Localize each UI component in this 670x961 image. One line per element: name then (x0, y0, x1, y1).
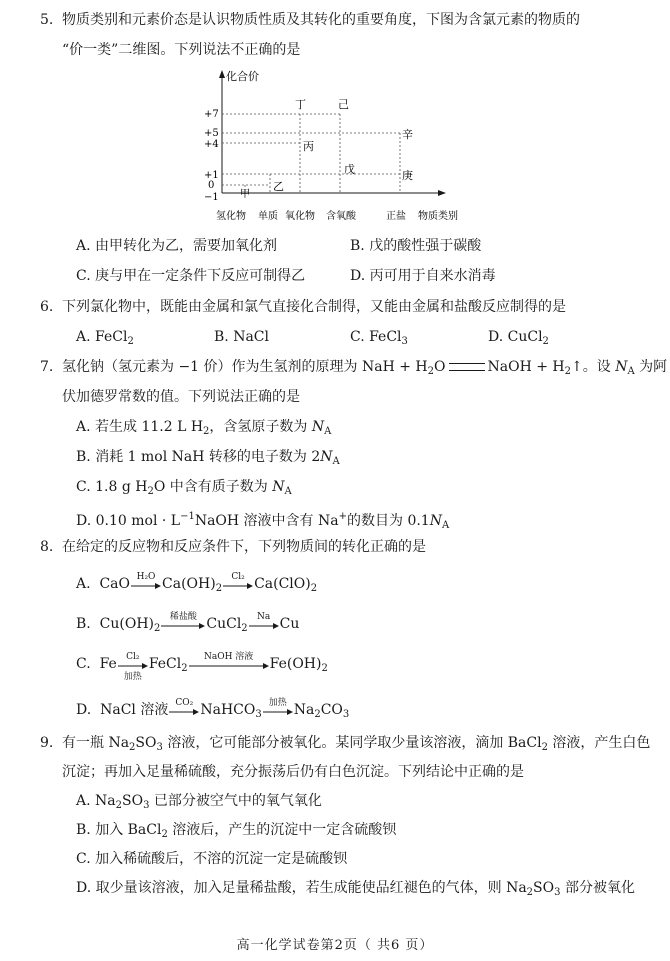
x-tick: 单质 (258, 211, 278, 222)
q5-stem-line1: 5. 物质类别和元素价态是认识物质性质及其转化的重要角度，下图为含氯元素的物质的 (40, 12, 580, 28)
q8-option-d[interactable]: D. NaCl 溶液 CO₂ NaHCO$_3$ 加热 $Na_2CO_3$ (76, 698, 350, 720)
x-tick: 含氧酸 (326, 211, 356, 222)
reaction-arrow-icon: Cl₂ (223, 577, 253, 591)
point-bing: 丙 (303, 140, 314, 153)
equals-sign-icon (449, 363, 485, 371)
q6-option-d[interactable]: D. CuCl$_2$ (488, 329, 549, 347)
q6-option-c[interactable]: C. FeCl$_3$ (350, 329, 408, 347)
point-jia: 甲 (240, 189, 250, 200)
reaction-arrow-icon: Cl₂ 加热 (118, 657, 148, 671)
y-tick: +1 (204, 170, 219, 181)
x-tick: 正盐 (386, 211, 406, 222)
y-tick: +7 (204, 109, 219, 120)
q7-number: 7. (40, 359, 54, 375)
q6-number: 6. (40, 299, 54, 315)
valence-class-chart (200, 66, 480, 226)
q8-option-b[interactable]: B. $Cu(OH)_2$ 稀盐酸 CuCl$_2$ Na Cu (76, 612, 300, 634)
page-footer: 高一化学试卷第2页（ 共6 页） (236, 938, 434, 953)
reaction-arrow-icon: H₂O (131, 577, 161, 591)
y-axis-title: 化合价 (226, 70, 259, 83)
y-tick: 0 (208, 180, 215, 191)
q8-number: 8. (40, 539, 54, 555)
q5-stem-line2: “价一类”二维图。下列说法不正确的是 (62, 42, 301, 58)
reaction-arrow-icon: CO₂ (169, 703, 199, 717)
q9-stem-line1: 9. 有一瓶 $Na_2SO_3$ 溶液，它可能部分被氧化。某同学取少量该溶液，滴加 BaCl$_2$ 溶液，产生白色 (40, 735, 651, 753)
x-axis-title: 物质类别 (418, 211, 458, 222)
q9-option-c[interactable]: C. 加入稀硫酸后，不溶的沉淀一定是硫酸钡 (76, 851, 348, 867)
reaction-arrow-icon: 加热 (263, 703, 293, 717)
reaction-arrow-icon: 稀盐酸 (161, 617, 205, 631)
q5-option-b[interactable]: B. 戊的酸性强于碳酸 (350, 238, 482, 254)
reaction-arrow-icon: NaOH 溶液 (189, 657, 269, 671)
q5-option-c[interactable]: C. 庚与甲在一定条件下反应可制得乙 (76, 268, 306, 284)
point-ding: 丁 (295, 98, 306, 111)
q5-option-a[interactable]: A. 由甲转化为乙，需要加氧化剂 (76, 238, 278, 254)
q9-stem-line2: 沉淀；再加入足量稀硫酸，充分振荡后仍有白色沉淀。下列结论中正确的是 (62, 764, 524, 780)
q8-option-a[interactable]: A. CaO H₂O $Ca(OH)_2$ Cl₂ $Ca(ClO)_2$ (76, 572, 318, 594)
q9-option-a[interactable]: A. $Na_2SO_3$ 已部分被空气中的氧气氧化 (76, 793, 322, 811)
q8-option-c[interactable]: C. Fe Cl₂ 加热 FeCl$_2$ NaOH 溶液 $Fe(OH)_2$ (76, 652, 328, 682)
q7-stem-line1: 7. 氢化钠（氢元素为 −1 价）作为生氢剂的原理为 NaH + $H_2O$ NaOH + $H_2↑$。设 $N_A$ 为阿 (40, 359, 668, 377)
x-tick: 氢化物 (216, 211, 246, 222)
q8-stem: 8. 在给定的反应物和反应条件下，下列物质间的转化正确的是 (40, 539, 426, 555)
q6-option-a[interactable]: A. FeCl$_2$ (76, 329, 134, 347)
q9-option-d[interactable]: D. 取少量该溶液，加入足量稀盐酸，若生成能使品红褪色的气体，则 $Na_2SO_3$ 部分被氧化 (76, 880, 635, 898)
y-tick: −1 (204, 192, 219, 203)
q7-stem-line2: 伏加德罗常数的值。下列说法正确的是 (62, 389, 300, 405)
q5-number: 5. (40, 12, 54, 28)
x-tick: 氧化物 (285, 211, 315, 222)
q7-option-c[interactable]: C. 1.8 g $H_2O$ 中含有质子数为 $N_A$ (76, 479, 292, 497)
reaction-arrow-icon: Na (249, 617, 279, 631)
q7-option-d[interactable]: D. 0.10 mol · $L^{-1}NaOH$ 溶液中含有 Na+的数目为 $0.1N_A$ (76, 511, 450, 531)
q6-option-b[interactable]: B. NaCl (214, 329, 269, 345)
point-ji: 己 (338, 98, 349, 111)
q7-option-b[interactable]: B. 消耗 1 mol NaH 转移的电子数为 $2N_A$ (76, 449, 340, 467)
q9-number: 9. (40, 735, 54, 751)
y-tick: +4 (204, 139, 219, 150)
q6-stem: 6. 下列氯化物中，既能由金属和氯气直接化合制得，又能由金属和盐酸反应制得的是 (40, 299, 566, 315)
q7-option-a[interactable]: A. 若生成 11.2 L $H_2$，含氢原子数为 $N_A$ (76, 419, 332, 437)
q5-option-d[interactable]: D. 丙可用于自来水消毒 (350, 268, 496, 284)
y-tick: +5 (204, 128, 219, 139)
q9-option-b[interactable]: B. 加入 BaCl$_2$ 溶液后，产生的沉淀中一定含硫酸钡 (76, 822, 397, 840)
point-xin: 辛 (402, 128, 413, 141)
point-yi: 乙 (273, 180, 284, 193)
point-wu: 戊 (344, 163, 355, 176)
point-geng: 庚 (402, 169, 413, 182)
